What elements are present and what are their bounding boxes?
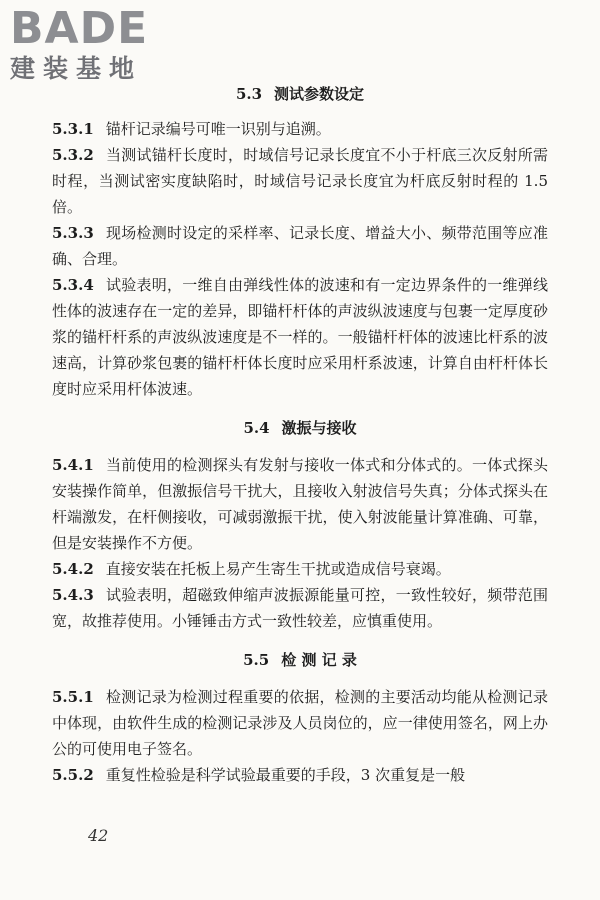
section-title-text: 检 测 记 录 [281,651,357,669]
clause-text: 当前使用的检测探头有发射与接收一体式和分体式的。一体式探头安装操作简单，但激振信号干扰大，且接收入射波信号失真；分体式探头在杆端激发，在杆侧接收，可减弱激振干扰，使入射波能量计算准确、可靠，但是安装操作不方便。 [52,456,548,552]
clause-text: 现场检测时设定的采样率、记录长度、增益大小、频带范围等应准确、合理。 [52,224,548,268]
section-number: 5.4 [243,419,270,437]
clause-text: 锚杆记录编号可唯一识别与追溯。 [105,120,331,138]
clause-number: 5.4.1 [52,456,94,474]
section-title [52,650,548,670]
section-title-text: 测试参数设定 [274,85,365,103]
paragraph [52,142,548,220]
clause-number: 5.3.1 [52,120,94,138]
clause-number: 5.4.2 [52,560,94,578]
logo-wordmark: BADE [10,3,149,54]
clause-text: 直接安装在托板上易产生寄生干扰或造成信号衰竭。 [105,560,451,578]
clause-text: 检测记录为检测过程重要的依据，检测的主要活动均能从检测记录中体现，由软件生成的检测记录涉及人员岗位的，应一律使用签名，网上办公的可使用电子签名。 [52,688,548,758]
clause-text: 试验表明，超磁致伸缩声波振源能量可控，一致性较好，频带范围宽，故推荐使用。小锤锤击方式一致性较差，应慎重使用。 [52,586,548,630]
page-number: 42 [88,826,109,845]
paragraph [52,452,548,556]
paragraph [52,762,548,788]
document-body [52,84,548,788]
clause-number: 5.5.1 [52,688,94,706]
clause-number: 5.3.4 [52,276,94,294]
clause-number: 5.5.2 [52,766,94,784]
section-number: 5.5 [243,651,270,669]
clause-number: 5.3.2 [52,146,94,164]
logo-subtitle: 建装基地 [10,54,143,83]
clause-text: 重复性检验是科学试验最重要的手段，3 次重复是一般 [105,766,466,784]
clause-text: 试验表明，一维自由弹线性体的波速和有一定边界条件的一维弹线性体的波速存在一定的差异，即锚杆杆体的声波纵波速度与包裹一定厚度砂浆的锚杆杆系的声波纵波速度是不一样的。一般锚杆杆体的波速比杆系的波速高，计算砂浆包裹的锚杆杆体长度时应采用杆系波速，计算自由杆杆体长度时应采用杆体波速。 [52,276,548,398]
clause-text: 当测试锚杆长度时，时域信号记录长度宜不小于杆底三次反射所需时程，当测试密实度缺陷时，时域信号记录长度宜为杆底反射时程的 1.5 倍。 [52,146,548,216]
clause-number: 5.3.3 [52,224,94,242]
paragraph [52,582,548,634]
section-title-text: 激振与接收 [281,419,357,437]
paragraph [52,684,548,762]
section-number: 5.3 [235,85,263,103]
clause-number: 5.4.3 [52,586,94,604]
paragraph [52,220,548,272]
section-title [52,84,548,104]
paragraph [52,116,548,142]
brand-logo [10,3,180,84]
section-title [52,418,548,438]
paragraph [52,272,548,402]
paragraph [52,556,548,582]
